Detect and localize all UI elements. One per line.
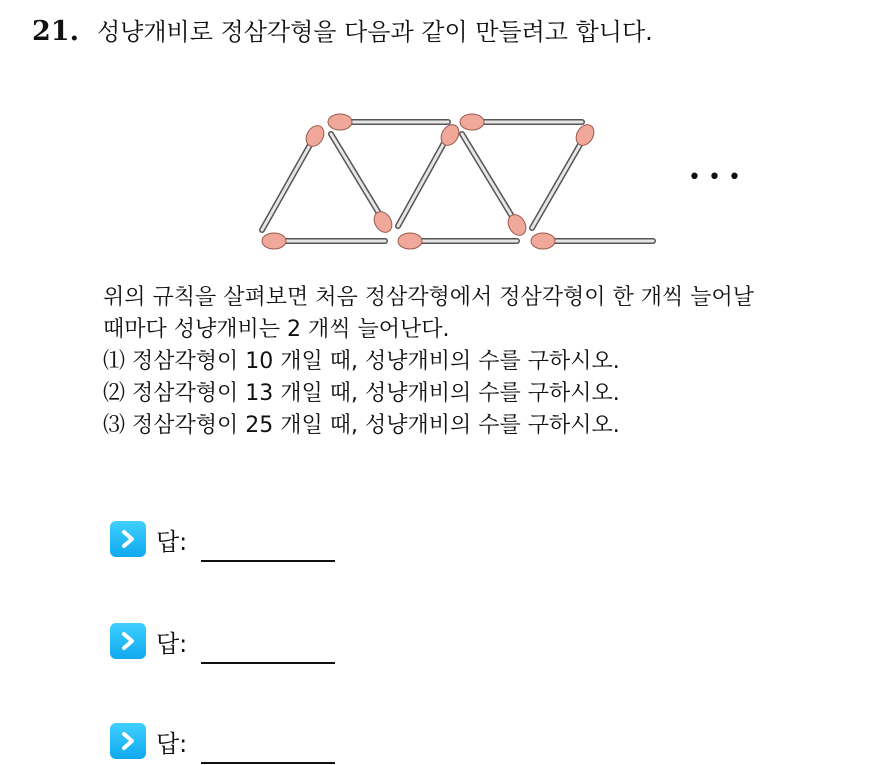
matchstick-diagram [240,100,741,260]
body-line-2: 때마다 성냥개비는 2 개씩 늘어난다. [103,317,450,342]
answer-blank[interactable] [201,642,335,664]
matchstick [398,233,517,249]
question-title: 성냥개비로 정삼각형을 다음과 같이 만들려고 합니다. [96,18,653,46]
matchstick [462,134,529,239]
answer-row-2 [110,618,335,664]
question-number: 21. [32,16,79,47]
matchstick [460,114,582,130]
question-header [32,12,653,47]
answer-row-3 [110,718,335,764]
answer-row-1 [110,516,335,562]
answer-label: 답: [156,527,188,556]
sub-question-2: ⑵ 정삼각형이 13 개일 때, 성냥개비의 수를 구하시오. [103,381,620,406]
matchstick [328,114,448,130]
sub-question-1: ⑴ 정삼각형이 10 개일 때, 성냥개비의 수를 구하시오. [103,349,620,374]
matchstick [398,121,462,226]
matchstick-triangles-figure [240,100,741,260]
chevron-right-icon [110,623,146,659]
answer-label: 답: [156,729,188,758]
answer-label: 답: [156,629,188,658]
matchstick [531,233,653,249]
ellipsis: • • • [688,165,741,190]
chevron-right-icon [110,723,146,759]
answer-blank[interactable] [201,540,335,562]
chevron-right-icon [110,521,146,557]
matchstick [331,134,395,236]
matchstick [262,122,327,230]
matchstick [532,121,597,228]
body-line-1: 위의 규칙을 살펴보면 처음 정삼각형에서 정삼각형이 한 개씩 늘어날 [103,285,755,310]
answer-blank[interactable] [201,742,335,764]
matchstick [262,233,385,249]
problem-body [103,282,873,442]
sub-question-3: ⑶ 정삼각형이 25 개일 때, 성냥개비의 수를 구하시오. [103,413,620,438]
